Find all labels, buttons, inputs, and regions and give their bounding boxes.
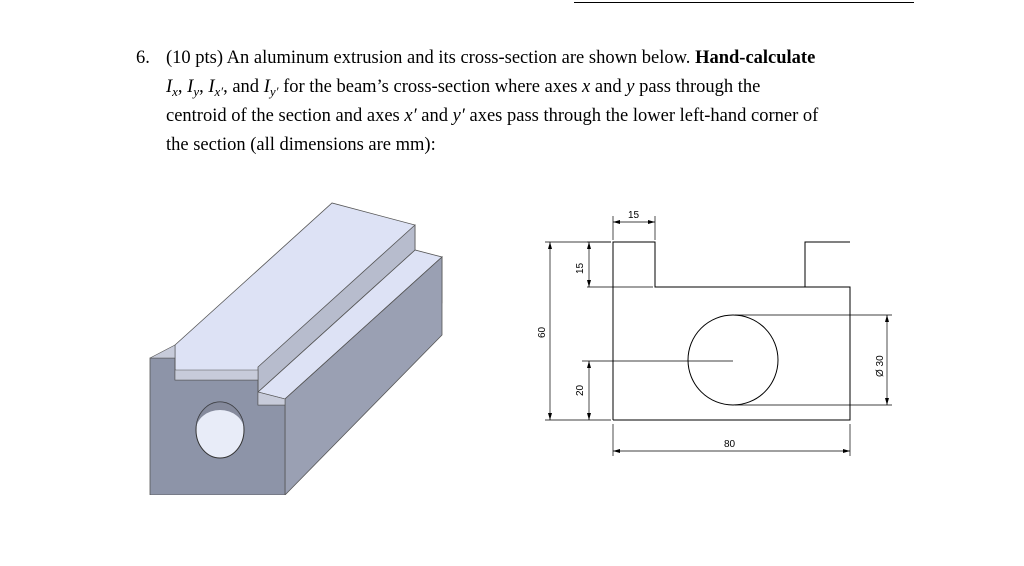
dim-hole-center-20: 20	[575, 384, 586, 396]
question-body	[166, 44, 926, 160]
section-outline-right	[613, 242, 850, 420]
question-line-2: $I_x$, $I_y$, $I_{x'}$, and $I_{y'}$ for the beam’s cross-section where axes x and y pass through the	[166, 77, 761, 99]
section-outline	[613, 242, 850, 420]
dim-width-80: 80	[724, 439, 736, 450]
question-line-3: centroid of the section and axes x′ and y′ axes pass through the lower left-hand corner of	[166, 106, 819, 126]
hand-calculate-label: Hand-calculate	[695, 48, 816, 68]
dim-height-60: 60	[537, 326, 548, 338]
question-number: 6.	[136, 48, 150, 68]
cross-section-drawing	[530, 200, 910, 470]
extrusion-3d-figure	[145, 195, 465, 495]
dim-top-15: 15	[628, 210, 640, 221]
dim-diameter-30: Ø 30	[875, 355, 886, 377]
points-label: (10 pts)	[166, 48, 224, 68]
dim-notch-15: 15	[575, 262, 586, 274]
question-line-1: (10 pts) An aluminum extrusion and its cross-section are shown below. Hand-calculate	[166, 48, 816, 68]
answer-line	[574, 2, 914, 3]
question-line-4: the section (all dimensions are mm):	[166, 135, 436, 155]
section-hole	[688, 315, 778, 405]
